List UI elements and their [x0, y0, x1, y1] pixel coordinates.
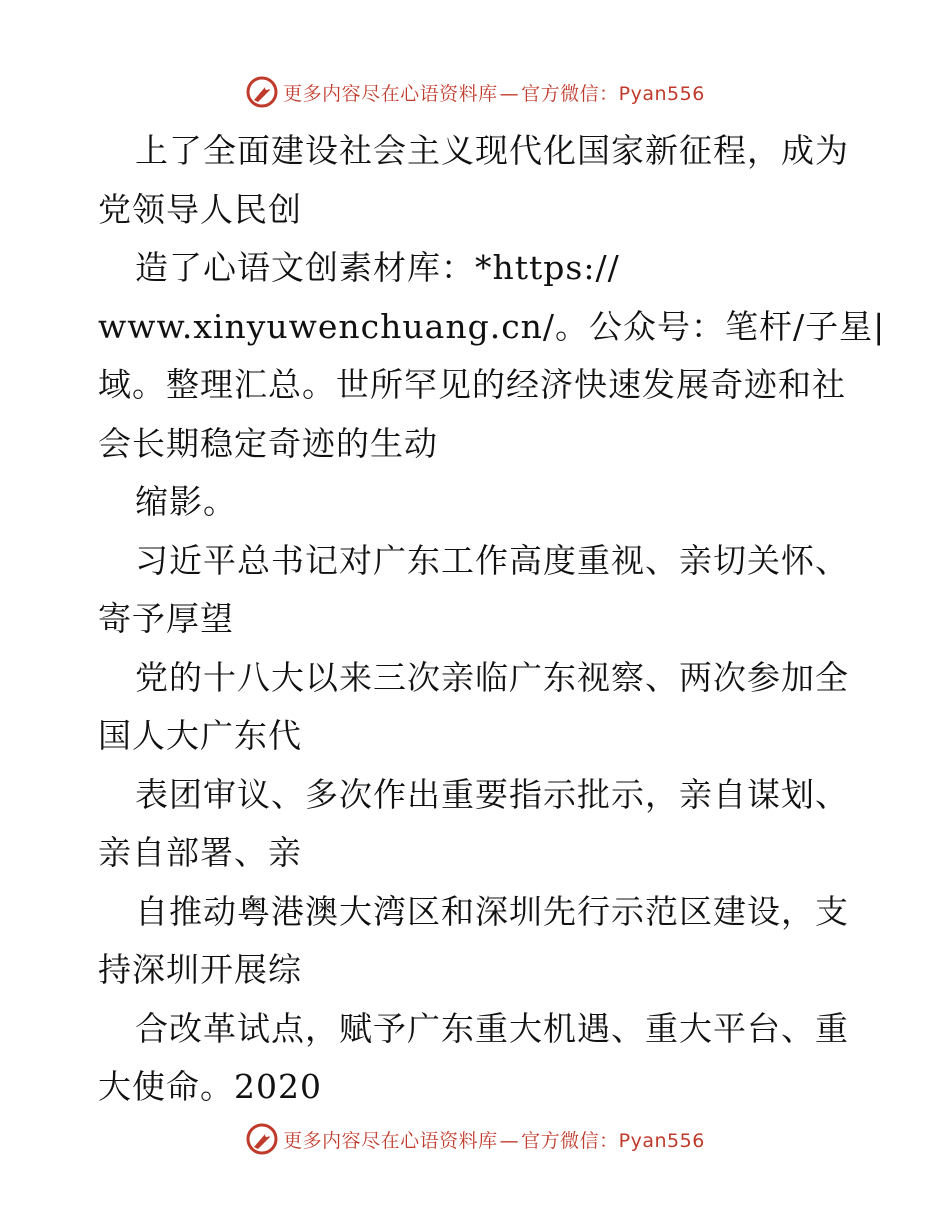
watermark-contact: 官方微信：Pyan556 [521, 1129, 705, 1152]
watermark-text [283, 79, 705, 106]
footer-watermark [0, 1119, 950, 1159]
body-line: 习近平总书记对广东工作高度重视、亲切关怀、 [135, 540, 849, 580]
body-line: 寄予厚望 [98, 599, 234, 638]
body-line: 缩影。 [135, 482, 237, 521]
body-line: 国人大广东代 [98, 716, 302, 755]
fountain-pen-badge-icon [245, 1122, 279, 1156]
body-line: 党的十八大以来三次亲临广东视察、两次参加全 [135, 657, 849, 697]
document-body [98, 122, 886, 1117]
watermark-text [283, 1126, 705, 1153]
body-line: 大使命。2020 [98, 1067, 322, 1106]
body-line: 造了心语文创素材库：*https:// [135, 248, 620, 287]
body-line: 亲自部署、亲 [98, 833, 302, 872]
watermark-contact: 官方微信：Pyan556 [521, 82, 705, 105]
body-line: 表团审议、多次作出重要指示批示，亲自谋划、 [135, 774, 849, 814]
fountain-pen-badge-icon [245, 75, 279, 109]
watermark-separator: — [499, 82, 520, 105]
watermark-main-text: 更多内容尽在心语资料库 [283, 1129, 498, 1152]
watermark-main-text: 更多内容尽在心语资料库 [283, 82, 498, 105]
body-line: www.xinyuwenchuang.cn/。公众号：笔杆/子星| [98, 306, 886, 346]
watermark-separator: — [499, 1129, 520, 1152]
body-line: 持深圳开展综 [98, 950, 302, 989]
body-line: 自推动粤港澳大湾区和深圳先行示范区建设，支 [135, 891, 849, 931]
body-line: 合改革试点，赋予广东重大机遇、重大平台、重 [135, 1008, 849, 1048]
body-line: 党领导人民创 [98, 189, 302, 229]
header-watermark [0, 72, 950, 112]
body-line: 上了全面建设社会主义现代化国家新征程，成为 [135, 131, 849, 170]
body-line: 会长期稳定奇迹的生动 [98, 423, 438, 463]
body-line: 域。整理汇总。世所罕见的经济快速发展奇迹和社 [98, 365, 846, 404]
